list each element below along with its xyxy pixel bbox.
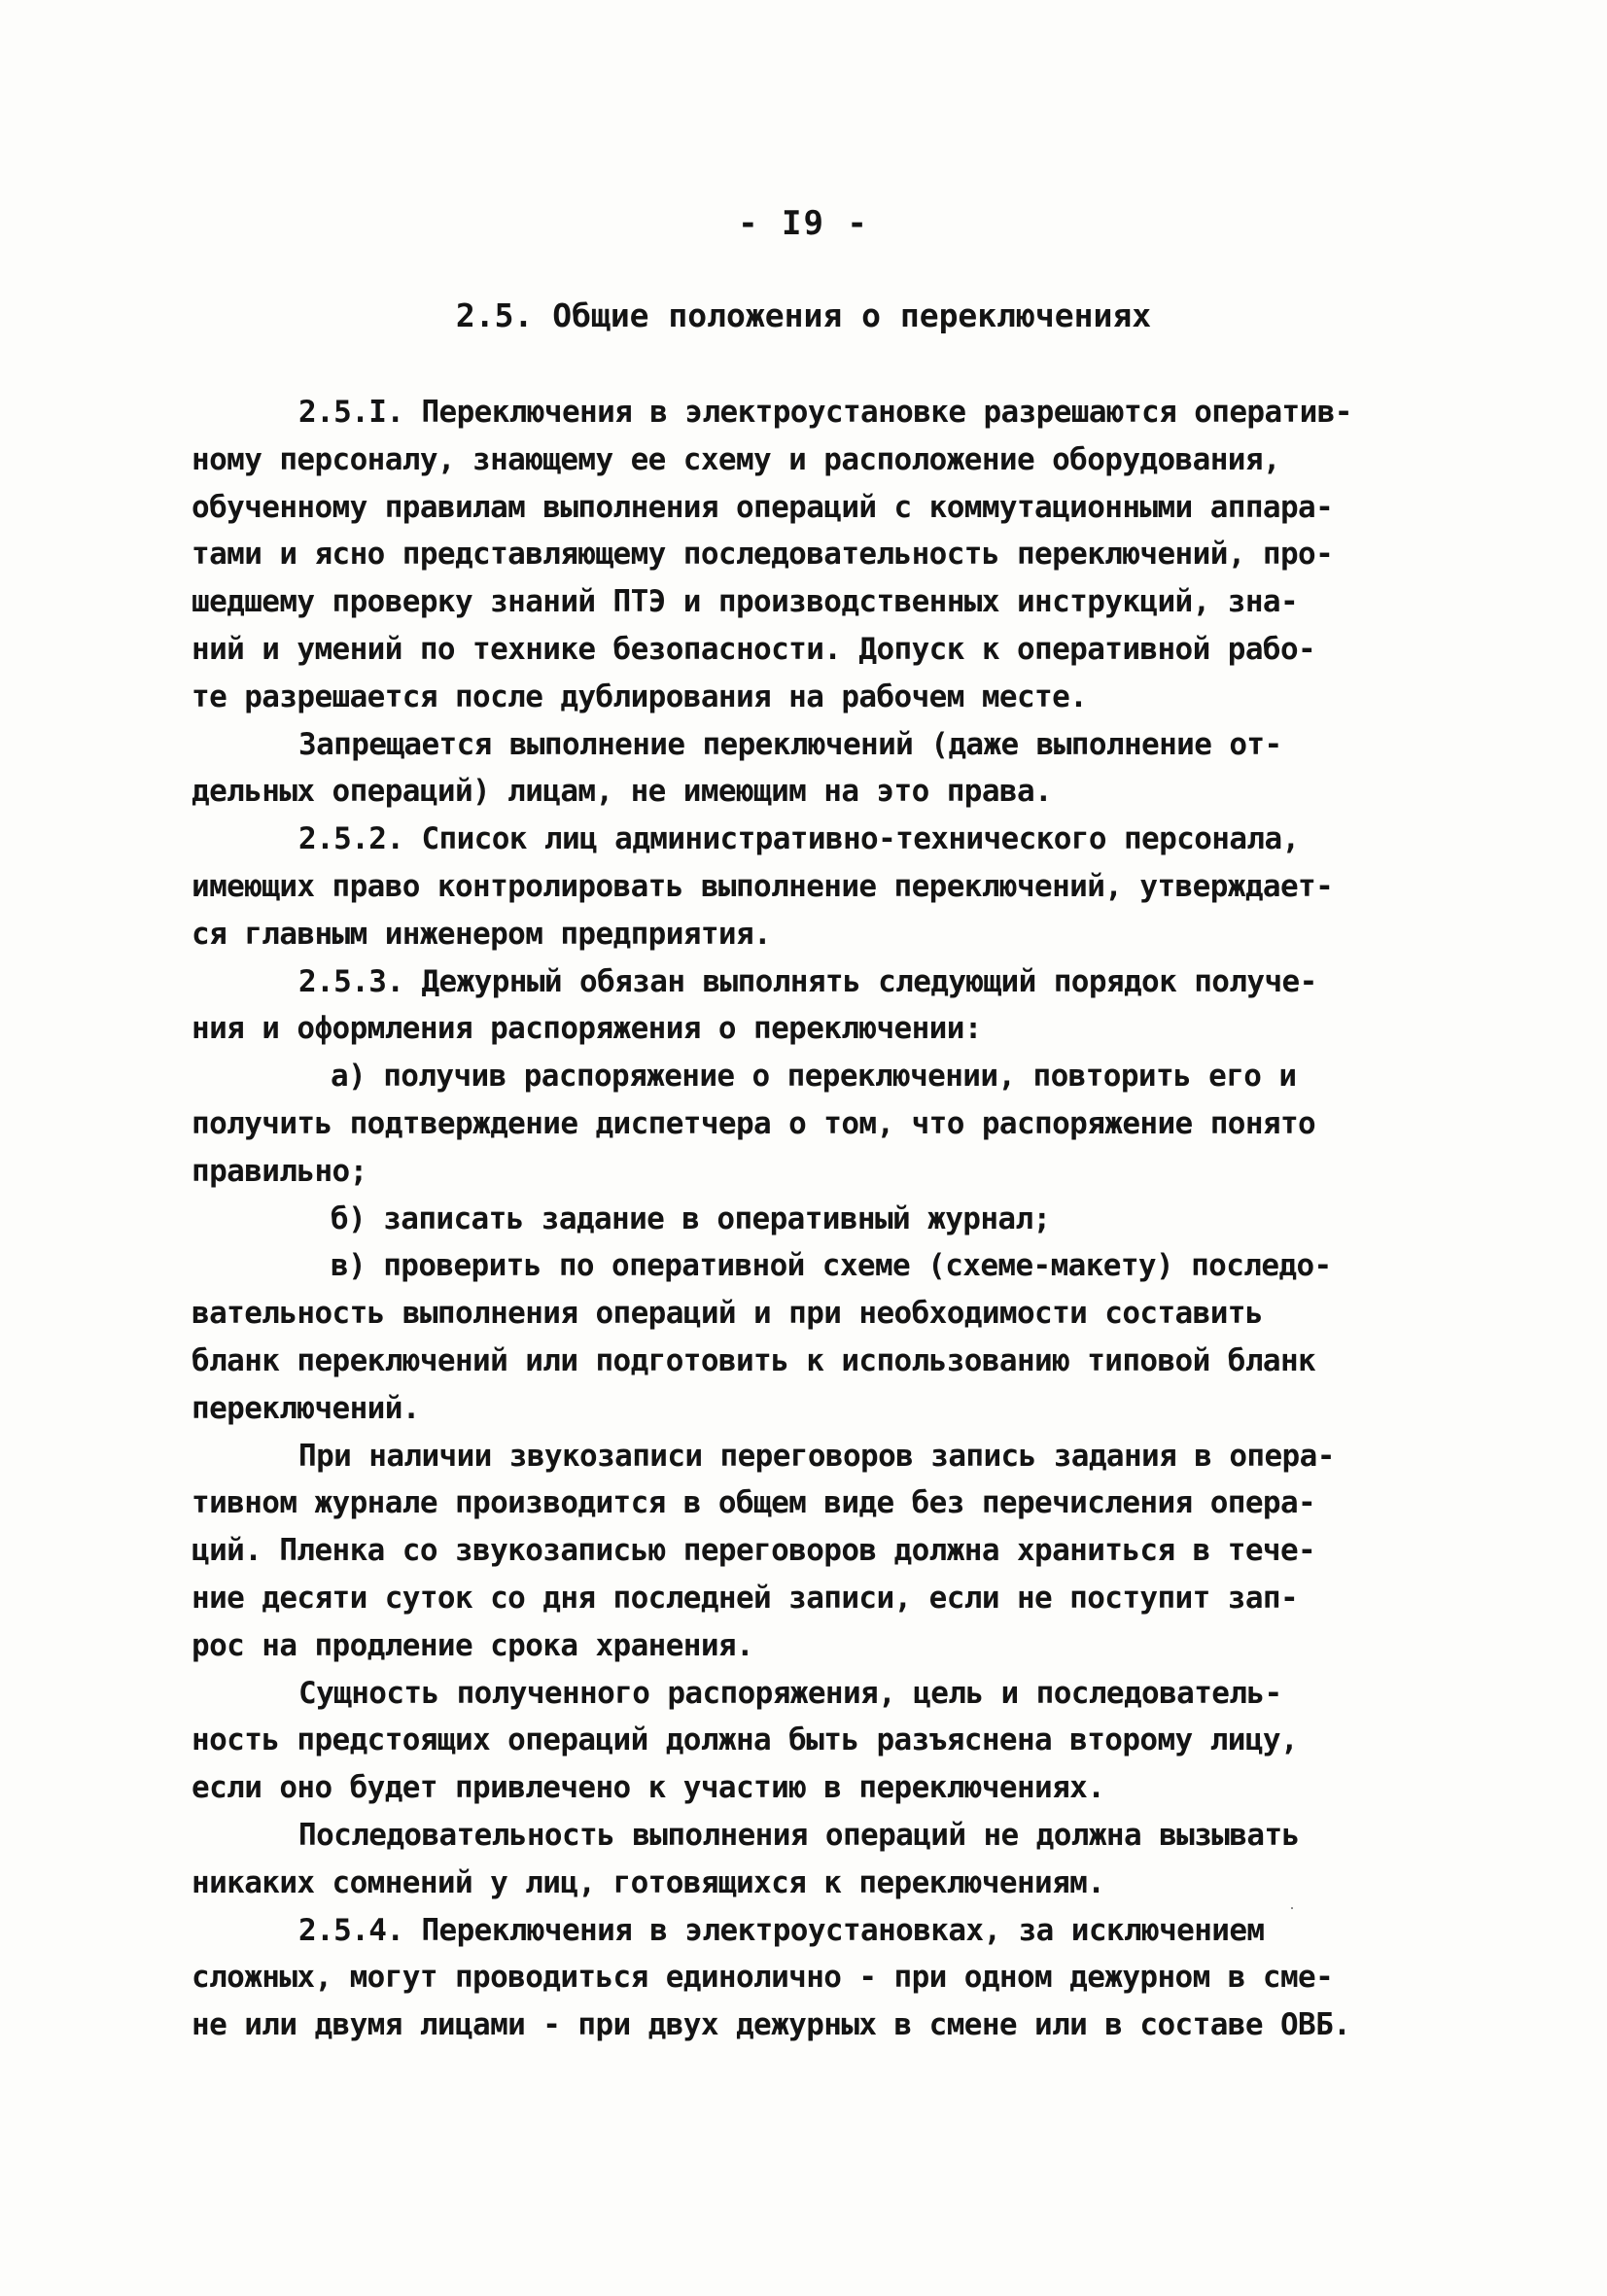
text-line: ному персоналу, знающему ее схему и расположение оборудования,	[192, 441, 1280, 477]
scan-speck	[1291, 1907, 1293, 1909]
text-line: получить подтверждение диспетчера о том, что распоряжение понято	[192, 1105, 1316, 1141]
text-line: ние десяти суток со дня последней записи, если не поступит зап-	[192, 1580, 1299, 1616]
text-line: ность предстоящих операций должна быть разъяснена второму лицу,	[192, 1722, 1299, 1758]
text-line: 2.5.3. Дежурный обязан выполнять следующий порядок получе-	[298, 963, 1317, 999]
text-line: тивном журнале производится в общем виде без перечисления опера-	[192, 1485, 1316, 1521]
text-line: те разрешается после дублирования на рабочем месте.	[192, 678, 1088, 714]
text-line: шедшему проверку знаний ПТЭ и производственных инструкций, зна-	[192, 584, 1299, 620]
text-line: Сущность полученного распоряжения, цель и последователь-	[298, 1675, 1282, 1711]
text-line: Запрещается выполнение переключений (даже выполнение от-	[298, 726, 1282, 762]
text-line: обученному правилам выполнения операций с коммутационными аппара-	[192, 489, 1334, 525]
text-line: если оно будет привлечено к участию в переключениях.	[192, 1770, 1105, 1806]
text-line: в) проверить по оперативной схеме (схеме-макету) последо-	[331, 1248, 1332, 1284]
text-line: а) получив распоряжение о переключении, повторить его и	[331, 1059, 1297, 1095]
text-line: дельных операций) лицам, не имеющим на это права.	[192, 774, 1053, 810]
text-line: переключений.	[192, 1390, 420, 1426]
text-line: При наличии звукозаписи переговоров запись задания в опера-	[298, 1438, 1335, 1474]
text-line: никаких сомнений у лиц, готовящихся к переключениям.	[192, 1864, 1105, 1900]
text-line: Последовательность выполнения операций не должна вызывать	[298, 1817, 1300, 1853]
text-line: имеющих право контролировать выполнение переключений, утверждает-	[192, 868, 1334, 904]
text-line: бланк переключений или подготовить к использованию типовой бланк	[192, 1342, 1316, 1378]
text-line: ций. Пленка со звукозаписью переговоров должна храниться в тече-	[192, 1533, 1316, 1569]
text-line: б) записать задание в оперативный журнал;	[331, 1200, 1051, 1236]
text-line: вательность выполнения операций и при необходимости составить	[192, 1296, 1263, 1332]
text-line: рос на продление срока хранения.	[192, 1627, 754, 1663]
text-line: 2.5.I. Переключения в электроустановке разрешаются оператив-	[298, 395, 1352, 430]
body-text	[192, 389, 1475, 2049]
text-line: тами и ясно представляющему последовательность переключений, про-	[192, 537, 1334, 573]
text-line: 2.5.4. Переключения в электроустановках, за исключением	[298, 1912, 1265, 1948]
page-number: - I9 -	[738, 204, 869, 243]
text-line: 2.5.2. Список лиц административно-технического персонала,	[298, 821, 1300, 857]
text-line: не или двумя лицами - при двух дежурных в смене или в составе ОВБ.	[192, 2007, 1351, 2043]
text-line: ся главным инженером предприятия.	[192, 916, 772, 952]
section-title: 2.5. Общие положения о переключениях	[455, 296, 1152, 334]
text-line: ний и умений по технике безопасности. Допуск к оперативной рабо-	[192, 631, 1316, 667]
text-line: правильно;	[192, 1153, 367, 1189]
text-line: ния и оформления распоряжения о переключении:	[192, 1011, 982, 1047]
text-line: сложных, могут проводиться единолично - при одном дежурном в сме-	[192, 1960, 1334, 1996]
